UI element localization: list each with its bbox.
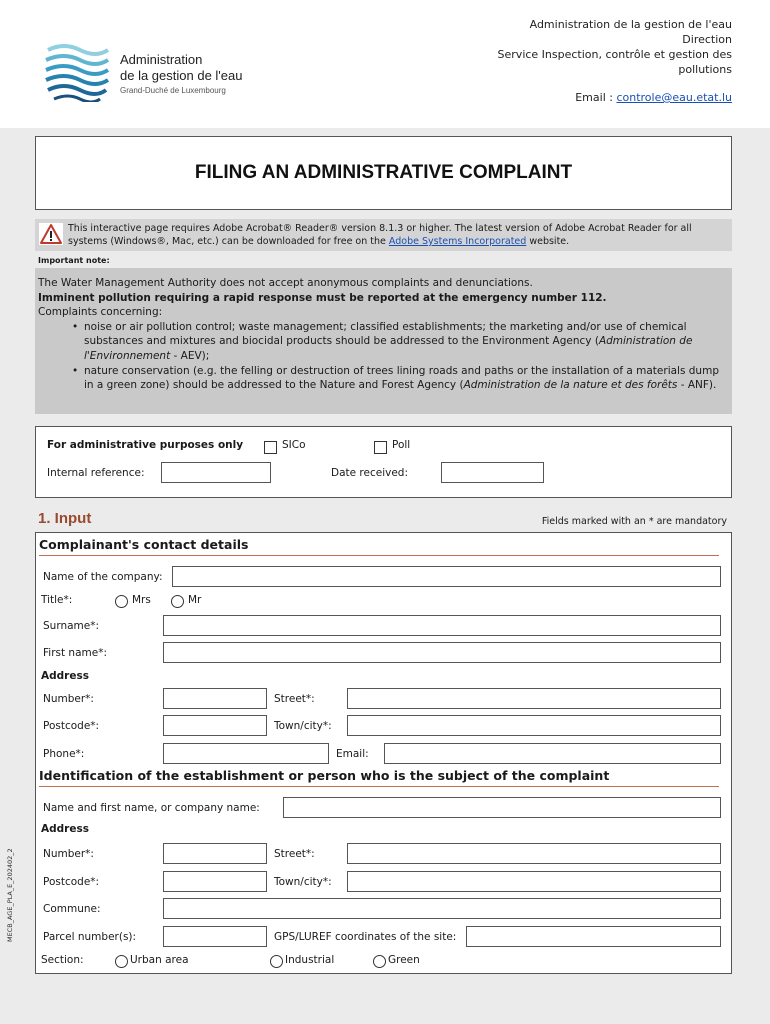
- company-label: Name of the company:: [43, 571, 163, 583]
- section-label: Section:: [41, 954, 84, 966]
- industrial-radio[interactable]: [270, 955, 283, 968]
- first-name-label: First name*:: [43, 647, 107, 659]
- divider: [39, 786, 719, 787]
- document-code: MECB_AGE_PLA_E_202402_2: [6, 848, 14, 942]
- phone-input[interactable]: [163, 743, 329, 764]
- mandatory-note: Fields marked with an * are mandatory: [541, 516, 727, 527]
- email-link[interactable]: controle@eau.etat.lu: [616, 91, 732, 104]
- adobe-link[interactable]: Adobe Systems Incorporated: [388, 236, 527, 247]
- org-line: Service Inspection, contrôle et gestion des: [497, 48, 732, 61]
- notice-text-part: website.: [526, 236, 570, 247]
- input-form: [35, 532, 732, 974]
- parcel-label: Parcel number(s):: [43, 931, 137, 943]
- text: - AEV);: [170, 349, 210, 362]
- text: Administration de l'Environnement: [84, 335, 693, 362]
- poll-checkbox[interactable]: [374, 441, 387, 454]
- green-radio[interactable]: [373, 955, 386, 968]
- contact-details-title: Complainant's contact details: [39, 537, 249, 552]
- commune-input[interactable]: [163, 898, 721, 919]
- acrobat-notice: [35, 219, 732, 251]
- subject-town-input[interactable]: [347, 871, 721, 892]
- text: nature conservation (e.g. the felling or destruction of trees lining roads and paths or the installation of a materials dump in a green zone) should be addressed to the Nature and Forest Agency (: [84, 364, 719, 392]
- text: - ANF).: [677, 379, 717, 392]
- subject-postcode-label: Postcode*:: [43, 876, 100, 888]
- important-note-label: Important note:: [38, 256, 110, 265]
- subject-postcode-input[interactable]: [163, 871, 267, 892]
- subject-name-input[interactable]: [283, 797, 721, 818]
- internal-ref-label: Internal reference:: [47, 467, 145, 479]
- internal-ref-input[interactable]: [161, 462, 271, 483]
- notice-text-part: This interactive page requires Adobe Acrobat® Reader® version 8.1.3 or higher. The latest version of Adobe Acrobat Reader for all systems (Windows®, Mac, etc.) can be downloaded for free on the: [68, 223, 692, 247]
- green-label: Green: [388, 954, 420, 966]
- info-line: The Water Management Authority does not accept anonymous complaints and denunciations.: [38, 277, 533, 289]
- page-header: [0, 0, 770, 128]
- postcode-label: Postcode*:: [43, 720, 100, 732]
- text: Administration de la nature et des forêts: [463, 379, 678, 392]
- subject-address-heading: Address: [41, 823, 89, 835]
- admin-label: For administrative purposes only: [47, 439, 244, 451]
- town-label: Town/city*:: [274, 720, 332, 732]
- street-input[interactable]: [347, 688, 721, 709]
- info-emergency-line: Imminent pollution requiring a rapid response must be reported at the emergency number 112.: [38, 291, 607, 304]
- org-line: Direction: [682, 33, 732, 46]
- subject-street-input[interactable]: [347, 843, 721, 864]
- subject-town-label: Town/city*:: [274, 876, 332, 888]
- gps-label: GPS/LUREF coordinates of the site:: [274, 931, 457, 943]
- logo-text-line2: de la gestion de l'eau: [120, 68, 243, 83]
- subject-number-label: Number*:: [43, 848, 94, 860]
- logo-text-line1: Administration: [120, 52, 203, 67]
- list-item: [84, 320, 728, 364]
- info-line: Complaints concerning:: [38, 306, 163, 319]
- poll-label: Poll: [392, 439, 411, 451]
- subject-name-label: Name and first name, or company name:: [43, 802, 260, 814]
- mrs-label: Mrs: [132, 594, 151, 606]
- urban-radio[interactable]: [115, 955, 128, 968]
- water-wave-logo-icon: [44, 42, 110, 102]
- warning-icon: [39, 223, 63, 245]
- admin-use-box: [35, 426, 732, 498]
- sico-checkbox[interactable]: [264, 441, 277, 454]
- phone-label: Phone*:: [43, 748, 85, 760]
- street-label: Street*:: [274, 693, 315, 705]
- first-name-input[interactable]: [163, 642, 721, 663]
- number-input[interactable]: [163, 688, 267, 709]
- page-title: FILING AN ADMINISTRATIVE COMPLAINT: [194, 162, 573, 183]
- sico-label: SICo: [282, 439, 306, 451]
- org-email: [575, 90, 732, 105]
- commune-label: Commune:: [43, 903, 101, 915]
- number-label: Number*:: [43, 693, 94, 705]
- section-title: 1. Input: [38, 510, 92, 527]
- org-address: [498, 17, 732, 77]
- email-input[interactable]: [384, 743, 721, 764]
- info-list: [84, 320, 728, 393]
- text: noise or air pollution control; waste management; classified establishments; the marketing and/or use of chemical substances and mixtures and biocidal products should be addressed to the Environment Agency (: [84, 320, 687, 348]
- form-title-box: [35, 136, 732, 210]
- email-label: Email:: [336, 748, 369, 760]
- mrs-radio[interactable]: [115, 595, 128, 608]
- org-line: pollutions: [678, 63, 732, 76]
- important-info-box: [35, 268, 732, 414]
- email-label: Email :: [575, 91, 617, 104]
- mr-radio[interactable]: [171, 595, 184, 608]
- surname-input[interactable]: [163, 615, 721, 636]
- surname-label: Surname*:: [43, 620, 100, 632]
- divider: [39, 555, 719, 556]
- notice-text: [68, 222, 730, 248]
- gps-input[interactable]: [466, 926, 721, 947]
- list-item: [84, 364, 728, 393]
- subject-number-input[interactable]: [163, 843, 267, 864]
- subject-street-label: Street*:: [274, 848, 315, 860]
- subject-title: Identification of the establishment or person who is the subject of the complaint: [39, 768, 610, 783]
- company-input[interactable]: [172, 566, 721, 587]
- title-label: Title*:: [41, 594, 73, 606]
- date-received-input[interactable]: [441, 462, 544, 483]
- urban-label: Urban area: [130, 954, 189, 966]
- date-received-label: Date received:: [331, 467, 409, 479]
- postcode-input[interactable]: [163, 715, 267, 736]
- parcel-input[interactable]: [163, 926, 267, 947]
- town-input[interactable]: [347, 715, 721, 736]
- address-heading: Address: [41, 670, 89, 682]
- industrial-label: Industrial: [285, 954, 335, 966]
- mr-label: Mr: [188, 594, 202, 606]
- logo-text-line3: Grand-Duché de Luxembourg: [120, 86, 226, 95]
- org-line: Administration de la gestion de l'eau: [529, 18, 732, 31]
